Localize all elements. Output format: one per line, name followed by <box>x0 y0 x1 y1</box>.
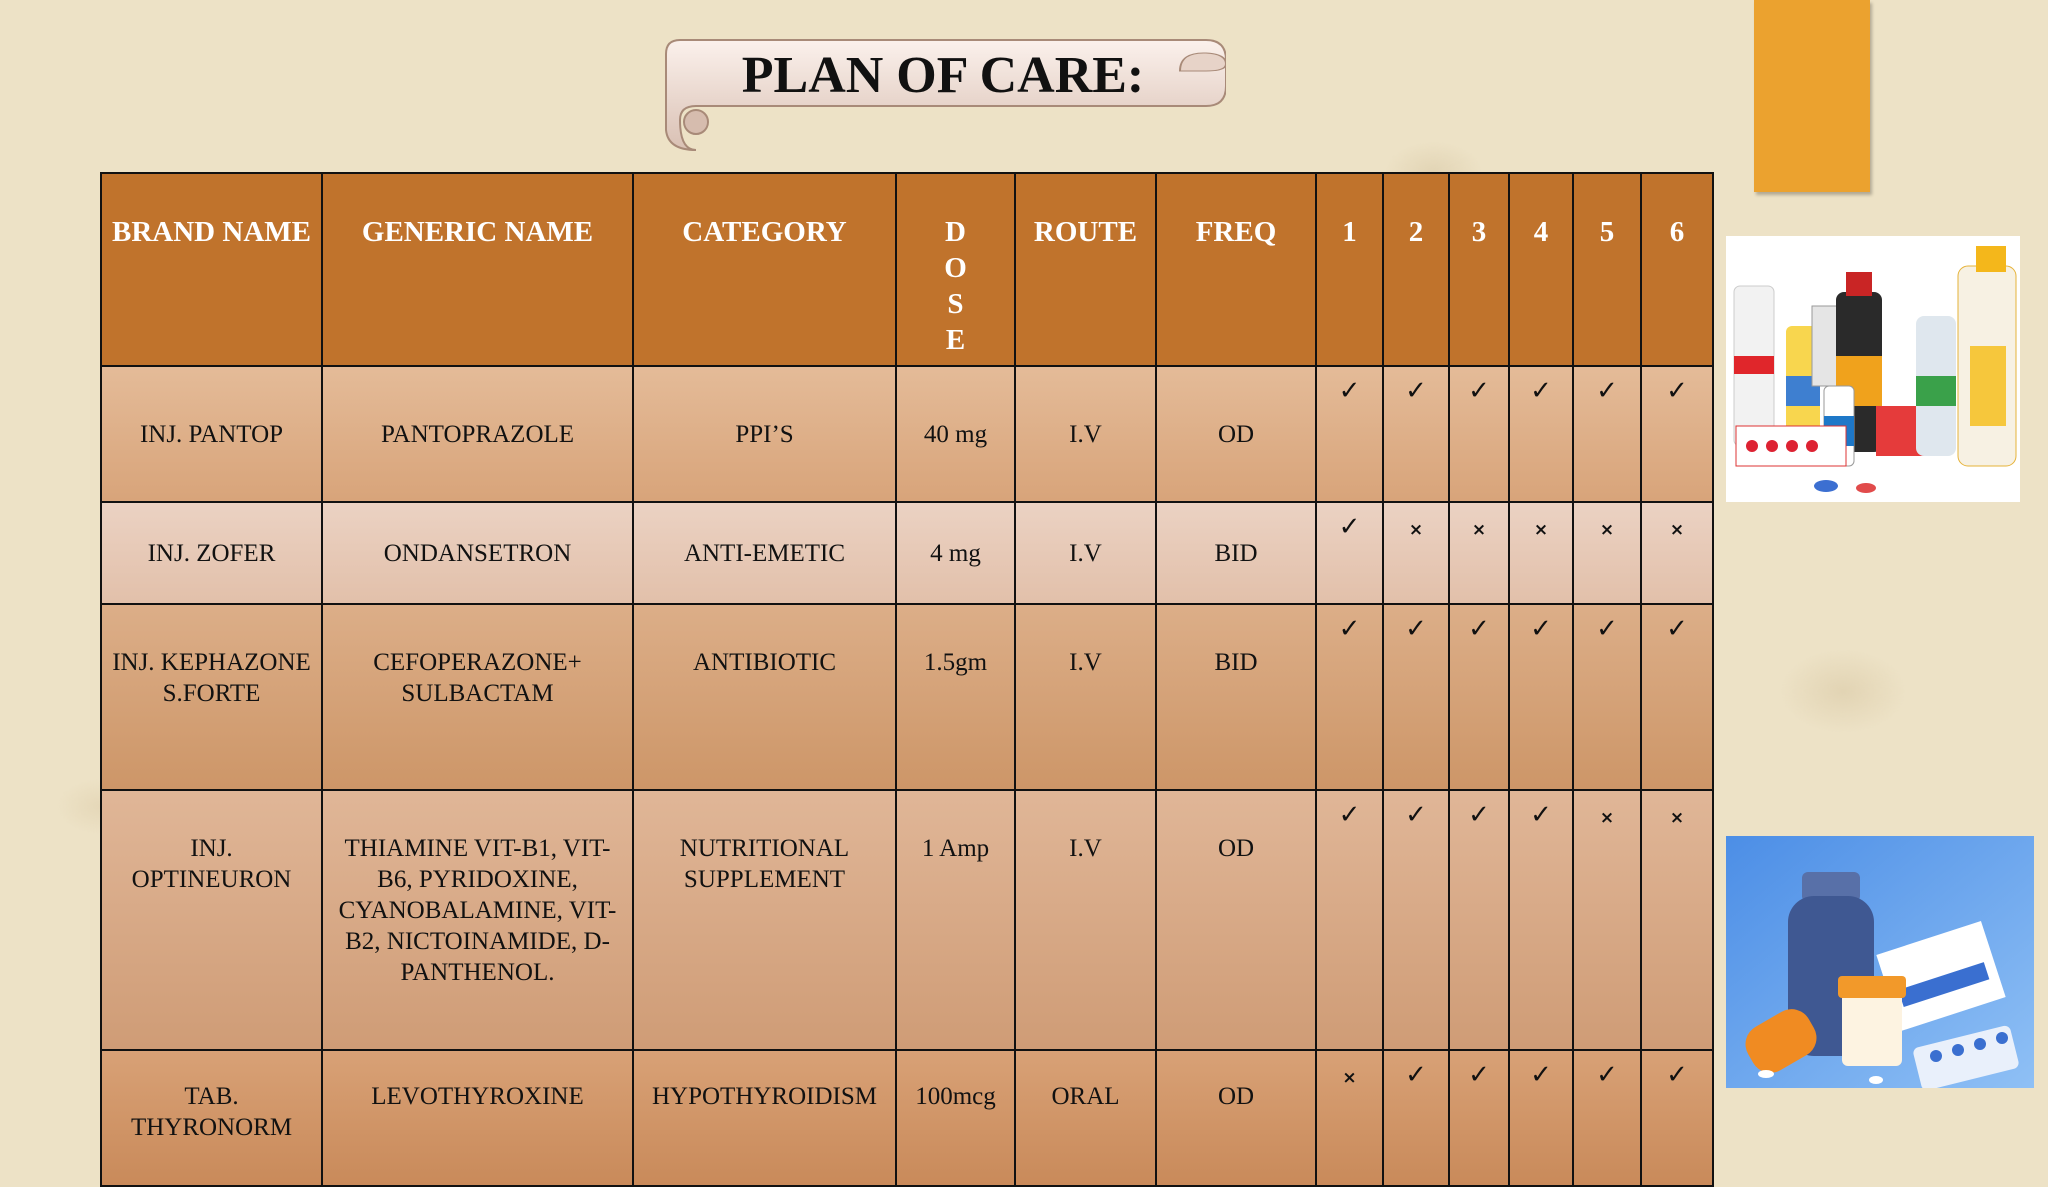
day-cell <box>1641 790 1713 1050</box>
dose-letter: E <box>945 324 966 356</box>
day-mark: ✓ <box>1468 376 1490 406</box>
header-day-5: 5 <box>1573 173 1641 366</box>
day-cell <box>1641 604 1713 790</box>
table-row <box>101 366 1713 502</box>
day-mark: ✓ <box>1338 376 1361 406</box>
day-mark: ✓ <box>1530 376 1552 406</box>
day-cell <box>1641 366 1713 502</box>
day-cell <box>1383 1050 1449 1186</box>
freq-cell: BID <box>1156 502 1316 604</box>
day-mark: ✓ <box>1666 376 1688 406</box>
freq-cell: OD <box>1156 790 1316 1050</box>
day-mark: × <box>1669 520 1685 540</box>
brand-cell: TAB. THYRONORM <box>101 1050 322 1186</box>
header-freq: FREQ <box>1156 173 1316 366</box>
dose-letter: D <box>945 216 966 248</box>
table-header-row <box>101 173 1713 366</box>
day-mark: ✓ <box>1338 800 1361 830</box>
day-mark: ✓ <box>1530 1060 1552 1090</box>
day-mark: ✓ <box>1596 614 1618 644</box>
day-mark: ✓ <box>1468 1060 1490 1090</box>
brand-cell: INJ. OPTINEURON <box>101 790 322 1050</box>
day-mark: ✓ <box>1596 1060 1618 1090</box>
day-cell <box>1316 790 1383 1050</box>
header-brand: BRAND NAME <box>101 173 322 366</box>
day-cell <box>1449 366 1509 502</box>
table-row <box>101 1050 1713 1186</box>
header-day-6: 6 <box>1641 173 1713 366</box>
day-cell <box>1573 502 1641 604</box>
day-mark: × <box>1669 808 1685 828</box>
brand-cell: INJ. ZOFER <box>101 502 322 604</box>
day-cell <box>1383 502 1449 604</box>
day-cell <box>1509 366 1573 502</box>
freq-cell: OD <box>1156 366 1316 502</box>
category-cell: NUTRITIONAL SUPPLEMENT <box>633 790 896 1050</box>
category-cell: ANTIBIOTIC <box>633 604 896 790</box>
table-row <box>101 502 1713 604</box>
route-cell: ORAL <box>1015 1050 1156 1186</box>
day-cell <box>1449 790 1509 1050</box>
day-cell <box>1449 604 1509 790</box>
day-cell <box>1573 790 1641 1050</box>
day-mark: ✓ <box>1405 1060 1427 1090</box>
day-mark: × <box>1599 520 1615 540</box>
freq-cell: OD <box>1156 1050 1316 1186</box>
day-cell <box>1316 1050 1383 1186</box>
category-cell: HYPOTHYROIDISM <box>633 1050 896 1186</box>
day-mark: ✓ <box>1596 376 1618 406</box>
day-mark: ✓ <box>1530 800 1552 830</box>
day-mark: ✓ <box>1405 376 1427 406</box>
route-cell: I.V <box>1015 502 1156 604</box>
day-cell <box>1573 1050 1641 1186</box>
brand-cell: INJ. PANTOP <box>101 366 322 502</box>
day-mark: ✓ <box>1405 800 1427 830</box>
header-day-3: 3 <box>1449 173 1509 366</box>
generic-cell: CEFOPERAZONE+ SULBACTAM <box>322 604 633 790</box>
pill-bottle-image <box>1726 836 2034 1088</box>
dose-letter: O <box>944 252 967 284</box>
day-cell <box>1509 790 1573 1050</box>
day-cell <box>1641 1050 1713 1186</box>
day-cell <box>1449 1050 1509 1186</box>
header-category: CATEGORY <box>633 173 896 366</box>
day-mark: ✓ <box>1338 512 1361 542</box>
day-cell <box>1509 1050 1573 1186</box>
day-cell <box>1383 604 1449 790</box>
dose-cell: 1 Amp <box>896 790 1015 1050</box>
day-mark: ✓ <box>1530 614 1552 644</box>
generic-cell: LEVOTHYROXINE <box>322 1050 633 1186</box>
category-cell: PPI’S <box>633 366 896 502</box>
day-cell <box>1641 502 1713 604</box>
day-mark: × <box>1342 1068 1357 1088</box>
header-day-4: 4 <box>1509 173 1573 366</box>
day-mark: × <box>1408 520 1424 540</box>
dose-cell: 4 mg <box>896 502 1015 604</box>
brand-cell: INJ. KEPHAZONE S.FORTE <box>101 604 322 790</box>
route-cell: I.V <box>1015 366 1156 502</box>
generic-cell: PANTOPRAZOLE <box>322 366 633 502</box>
generic-cell: THIAMINE VIT-B1, VIT-B6, PYRIDOXINE, CYANOBALAMINE, VIT-B2, NICTOINAMIDE, D-PANTHENOL. <box>322 790 633 1050</box>
dose-cell: 100mcg <box>896 1050 1015 1186</box>
day-mark: ✓ <box>1468 800 1490 830</box>
freq-cell: BID <box>1156 604 1316 790</box>
route-cell: I.V <box>1015 790 1156 1050</box>
dose-cell: 1.5gm <box>896 604 1015 790</box>
day-mark: ✓ <box>1338 614 1361 644</box>
generic-cell: ONDANSETRON <box>322 502 633 604</box>
day-cell <box>1383 790 1449 1050</box>
day-cell <box>1316 604 1383 790</box>
header-day-2: 2 <box>1383 173 1449 366</box>
day-mark: × <box>1533 520 1549 540</box>
day-cell <box>1316 502 1383 604</box>
day-cell <box>1573 366 1641 502</box>
category-cell: ANTI-EMETIC <box>633 502 896 604</box>
day-cell <box>1573 604 1641 790</box>
header-day-1: 1 <box>1316 173 1383 366</box>
dose-letter: S <box>947 288 964 320</box>
day-cell <box>1509 604 1573 790</box>
day-mark: ✓ <box>1666 614 1688 644</box>
title-scroll <box>660 34 1226 116</box>
page-title: PLAN OF CARE: <box>741 47 1145 104</box>
day-mark: × <box>1471 520 1487 540</box>
medicine-bottles-image <box>1726 236 2020 502</box>
day-mark: ✓ <box>1468 614 1490 644</box>
pill-bottle-icon <box>1726 836 2034 1088</box>
day-mark: ✓ <box>1666 1060 1688 1090</box>
medicine-bottles-icon <box>1726 236 2020 502</box>
day-cell <box>1316 366 1383 502</box>
header-dose <box>896 173 1015 366</box>
day-cell <box>1449 502 1509 604</box>
day-mark: ✓ <box>1405 614 1427 644</box>
route-cell: I.V <box>1015 604 1156 790</box>
day-mark: × <box>1599 808 1615 828</box>
header-route: ROUTE <box>1015 173 1156 366</box>
table-row <box>101 604 1713 790</box>
day-cell <box>1383 366 1449 502</box>
accent-bar <box>1754 0 1870 192</box>
dose-cell: 40 mg <box>896 366 1015 502</box>
care-plan-table <box>100 172 1714 1187</box>
day-cell <box>1509 502 1573 604</box>
table-row <box>101 790 1713 1050</box>
header-generic: GENERIC NAME <box>322 173 633 366</box>
